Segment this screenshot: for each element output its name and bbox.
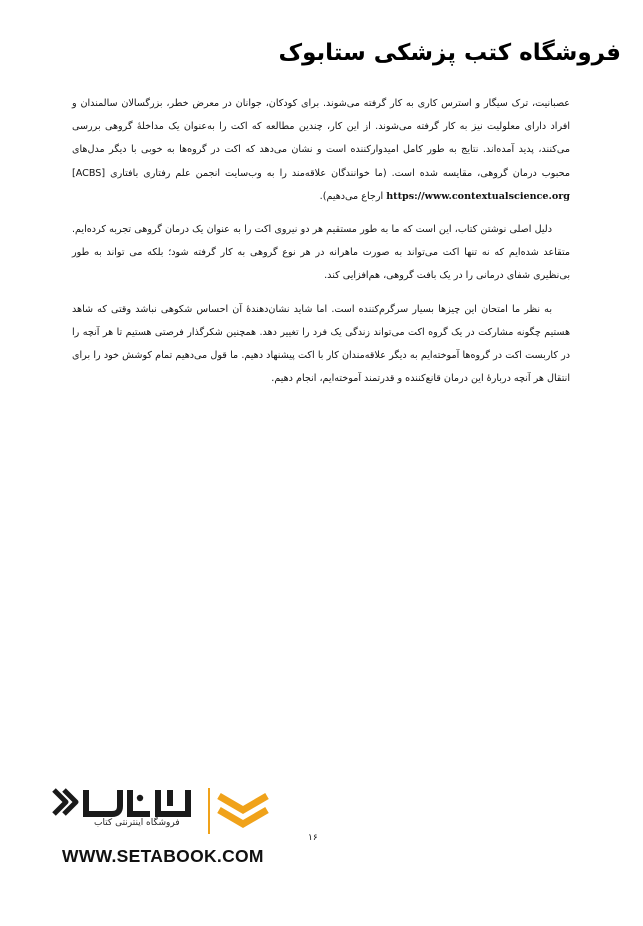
body-text bbox=[72, 92, 570, 390]
logo-tagline: فروشگاه اینترنتی کتاب bbox=[94, 818, 180, 828]
setabook-logo bbox=[50, 780, 270, 840]
website-url[interactable]: WWW.SETABOOK.COM bbox=[62, 846, 264, 866]
paragraph-1-text: عصبانیت، ترک سیگار و استرس کاری به کار گرفته می‌شوند. برای کودکان، جوانان در معرض خطر، بزرگسالان سالمندان و افراد دارای معلولیت نیز به کار گرفته می‌شوند. از این کار، چندین مطالعه که اکت را به‌عنوان یک مداخلهٔ گروهی بررسی می‌کنند، پدید آمده‌اند. نتایج به طور کامل امیدوارکننده است و نشان می‌دهد که اکت در گروه‌ها به خوبی با دیگر مدل‌های محبوب درمان گروهی، مقایسه شده است. (ما خوانندگان علاقه‌مند را به وب‌سایت انجمن علم رفتاری بافتاری [ACBS] bbox=[72, 98, 570, 179]
book-stack-icon bbox=[215, 786, 271, 836]
page-title: فروشگاه کتب پزشکی ستابوک bbox=[278, 40, 621, 66]
paragraph-1 bbox=[72, 92, 570, 208]
paragraph-1-end: ارجاع می‌دهیم). bbox=[319, 190, 384, 202]
paragraph-3: به نظر ما امتحان این چیزها بسیار سرگرم‌کننده است. اما شاید نشان‌دهندهٔ آن احساس شکوهی نباشد وقتی که شاهد هستیم چگونه مشارکت در یک گروه اکت می‌تواند زندگی یک فرد را تغییر دهد. همچنین شکرگذار فرصتی هستیم تا هر آنچه را در کاربست اکت در گروه‌ها آموخته‌ایم به دیگر علاقه‌مندان کار با اکت پیشنهاد دهیم. ما قول می‌دهیم تمام کوشش خود را برای انتقال هر آنچه دربارهٔ این درمان قانع‌کننده و قدرتمند آموخته‌ایم، انجام دهیم. bbox=[72, 303, 570, 385]
reference-url: https://www.contextualscience.org bbox=[386, 190, 570, 202]
logo-divider bbox=[208, 788, 210, 834]
paragraph-2: دلیل اصلی نوشتن کتاب، این است که ما به طور مستقیم هر دو نیروی اکت را به عنوان یک درمان گروهی تجربه کرده‌ایم. متقاعد شده‌ایم که نه تنها اکت می‌تواند به صورت ماهرانه در هر نوع گروهی به کار گرفته شود؛ بلکه می تواند به طور بی‌نظیری شفای درمانی را در یک بافت گروهی، هم‌افزایی کند. bbox=[72, 224, 570, 282]
setabook-wordmark bbox=[50, 784, 200, 820]
page-number: ۱۶ bbox=[308, 833, 318, 843]
